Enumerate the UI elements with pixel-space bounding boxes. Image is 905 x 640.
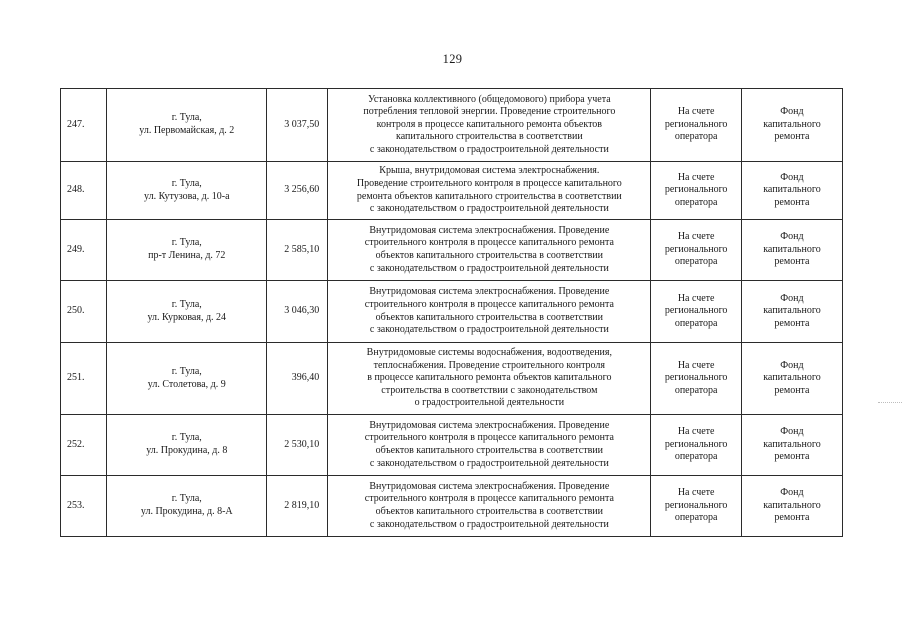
fund-line: Фонд xyxy=(780,292,804,304)
table-row xyxy=(61,415,843,476)
fund-line: ремонта xyxy=(774,196,810,208)
funding-source-cell xyxy=(651,343,742,415)
fund-line: капитального xyxy=(763,438,821,450)
fund-cell xyxy=(741,89,842,162)
description-line: строительного контроля в процессе капитального ремонта xyxy=(364,493,614,505)
address-city: г. Тула, xyxy=(171,177,202,189)
cost-cell: 2 585,10 xyxy=(267,220,328,281)
page-number: 129 xyxy=(442,52,463,66)
description-line: строительного контроля в процессе капитального ремонта xyxy=(364,237,614,249)
source-line: На счете xyxy=(677,359,715,371)
fund-line: капитального xyxy=(763,305,821,317)
row-number: 248. xyxy=(61,162,107,220)
source-line: регионального xyxy=(664,243,728,255)
description-cell xyxy=(328,415,651,476)
row-number: 253. xyxy=(61,476,107,537)
fund-cell xyxy=(741,343,842,415)
funding-source-cell xyxy=(651,415,742,476)
table-row xyxy=(61,343,843,415)
fund-line: Фонд xyxy=(780,231,804,243)
cost-cell: 3 046,30 xyxy=(267,281,328,343)
description-line: с законодательством о градостроительной деятельности xyxy=(369,324,609,336)
description-line: потребления тепловой энергии. Проведение строительного xyxy=(363,106,616,118)
address-street: ул. Прокудина, д. 8-А xyxy=(140,506,233,517)
description-line: капитального строительства в соответствии xyxy=(396,131,583,143)
row-number: 251. xyxy=(61,343,107,415)
address-street: ул. Столетова, д. 9 xyxy=(147,378,226,390)
source-line: оператора xyxy=(674,451,718,463)
description-line: о градостроительной деятельности xyxy=(414,397,565,409)
cost-cell: 396,40 xyxy=(267,343,328,415)
address-street: ул. Прокудина, д. 8 xyxy=(146,445,228,456)
table-row xyxy=(61,476,843,537)
description-line: Внутридомовая система электроснабжения. Проведение xyxy=(369,419,610,431)
description-line: контроля в процессе капитального ремонта объектов xyxy=(376,118,603,130)
source-line: регионального xyxy=(664,184,728,196)
table-row xyxy=(61,281,843,343)
description-line: строительного контроля в процессе капитального ремонта xyxy=(364,298,614,310)
source-line: оператора xyxy=(674,256,718,268)
scan-artifact-line xyxy=(878,402,902,404)
address-cell xyxy=(107,476,267,537)
source-line: оператора xyxy=(674,317,718,329)
fund-cell xyxy=(741,220,842,281)
fund-line: капитального xyxy=(763,372,821,384)
description-line: объектов капитального строительства в соответствии xyxy=(375,250,604,261)
funding-source-cell xyxy=(651,89,742,162)
source-line: оператора xyxy=(674,131,718,143)
address-street: ул. Первомайская, д. 2 xyxy=(139,125,235,136)
description-line: Внутридомовая система электроснабжения. Проведение xyxy=(369,480,610,492)
fund-line: ремонта xyxy=(774,384,810,396)
address-city: г. Тула, xyxy=(171,237,202,249)
description-line: Внутридомовая система электроснабжения. Проведение xyxy=(369,286,610,298)
fund-cell xyxy=(741,162,842,220)
fund-line: капитального xyxy=(763,243,821,255)
address-street: ул. Курковая, д. 24 xyxy=(147,311,227,323)
table-row xyxy=(61,220,843,281)
fund-line: Фонд xyxy=(780,426,804,438)
row-number: 247. xyxy=(61,89,107,162)
funding-source-cell xyxy=(651,220,742,281)
cost-cell: 3 256,60 xyxy=(267,162,328,220)
fund-line: ремонта xyxy=(774,512,810,524)
description-line: объектов капитального строительства в соответствии xyxy=(375,506,604,517)
source-line: На счете xyxy=(677,106,715,118)
fund-line: Фонд xyxy=(780,171,804,183)
address-city: г. Тула, xyxy=(171,365,202,377)
description-line: Внутридомовая система электроснабжения. Проведение xyxy=(369,224,610,236)
description-cell xyxy=(328,476,651,537)
description-line: ремонта объектов капитального строительства в соответствии xyxy=(356,190,622,202)
description-line: с законодательством о градостроительной деятельности xyxy=(369,457,609,469)
source-line: оператора xyxy=(674,196,718,208)
description-line: строительства в соответствии с законодательством xyxy=(381,384,598,396)
table-row xyxy=(61,89,843,162)
address-street: ул. Кутузова, д. 10-а xyxy=(144,190,230,202)
fund-line: ремонта xyxy=(774,131,810,143)
row-number: 250. xyxy=(61,281,107,343)
row-number: 249. xyxy=(61,220,107,281)
source-line: На счете xyxy=(677,171,715,183)
source-line: На счете xyxy=(677,487,715,499)
description-line: с законодательством о градостроительной деятельности xyxy=(369,518,609,530)
address-cell xyxy=(107,415,267,476)
fund-cell xyxy=(741,476,842,537)
cost-cell: 2 819,10 xyxy=(267,476,328,537)
description-cell xyxy=(328,162,651,220)
description-cell xyxy=(328,89,651,162)
address-cell xyxy=(107,89,267,162)
table-row xyxy=(61,162,843,220)
row-number: 252. xyxy=(61,415,107,476)
fund-line: Фонд xyxy=(780,106,804,118)
address-city: г. Тула, xyxy=(171,432,202,444)
fund-line: ремонта xyxy=(774,317,810,329)
source-line: На счете xyxy=(677,426,715,438)
fund-line: ремонта xyxy=(774,256,810,268)
source-line: регионального xyxy=(664,118,728,130)
source-line: На счете xyxy=(677,231,715,243)
description-line: объектов капитального строительства в соответствии xyxy=(375,311,604,323)
repair-works-table xyxy=(60,88,843,537)
description-cell xyxy=(328,343,651,415)
funding-source-cell xyxy=(651,476,742,537)
description-line: с законодательством о градостроительной деятельности xyxy=(369,262,609,274)
source-line: регионального xyxy=(664,305,728,317)
description-line: Установка коллективного (общедомового) прибора учета xyxy=(368,93,611,105)
source-line: На счете xyxy=(677,292,715,304)
cost-cell: 3 037,50 xyxy=(267,89,328,162)
description-line: с законодательством о градостроительной деятельности xyxy=(369,143,609,155)
description-line: теплоснабжения. Проведение строительного контроля xyxy=(373,359,606,371)
source-line: оператора xyxy=(674,384,718,396)
address-city: г. Тула, xyxy=(171,298,202,310)
description-line: объектов капитального строительства в соответствии xyxy=(375,445,604,456)
fund-line: капитального xyxy=(763,184,821,196)
description-cell xyxy=(328,281,651,343)
fund-line: ремонта xyxy=(774,451,810,463)
description-line: в процессе капитального ремонта объектов капитального xyxy=(367,372,612,384)
description-line: Проведение строительного контроля в процессе капитального xyxy=(356,177,622,189)
fund-line: капитального xyxy=(763,499,821,511)
description-line: Крыша, внутридомовая система электроснабжения. xyxy=(379,165,600,177)
source-line: регионального xyxy=(664,438,728,450)
fund-cell xyxy=(741,415,842,476)
fund-line: Фонд xyxy=(780,359,804,371)
address-street: пр-т Ленина, д. 72 xyxy=(148,250,226,261)
fund-line: капитального xyxy=(763,118,821,130)
description-line: с законодательством о градостроительной деятельности xyxy=(369,203,609,215)
cost-cell: 2 530,10 xyxy=(267,415,328,476)
address-cell xyxy=(107,281,267,343)
address-city: г. Тула, xyxy=(171,112,202,124)
funding-source-cell xyxy=(651,162,742,220)
address-cell xyxy=(107,162,267,220)
fund-cell xyxy=(741,281,842,343)
fund-line: Фонд xyxy=(780,487,804,499)
source-line: оператора xyxy=(674,512,718,524)
description-cell xyxy=(328,220,651,281)
description-line: Внутридомовые системы водоснабжения, водоотведения, xyxy=(366,347,613,359)
funding-source-cell xyxy=(651,281,742,343)
source-line: регионального xyxy=(664,499,728,511)
address-cell xyxy=(107,343,267,415)
source-line: регионального xyxy=(664,372,728,384)
address-city: г. Тула, xyxy=(171,493,202,505)
description-line: строительного контроля в процессе капитального ремонта xyxy=(364,432,614,444)
address-cell xyxy=(107,220,267,281)
